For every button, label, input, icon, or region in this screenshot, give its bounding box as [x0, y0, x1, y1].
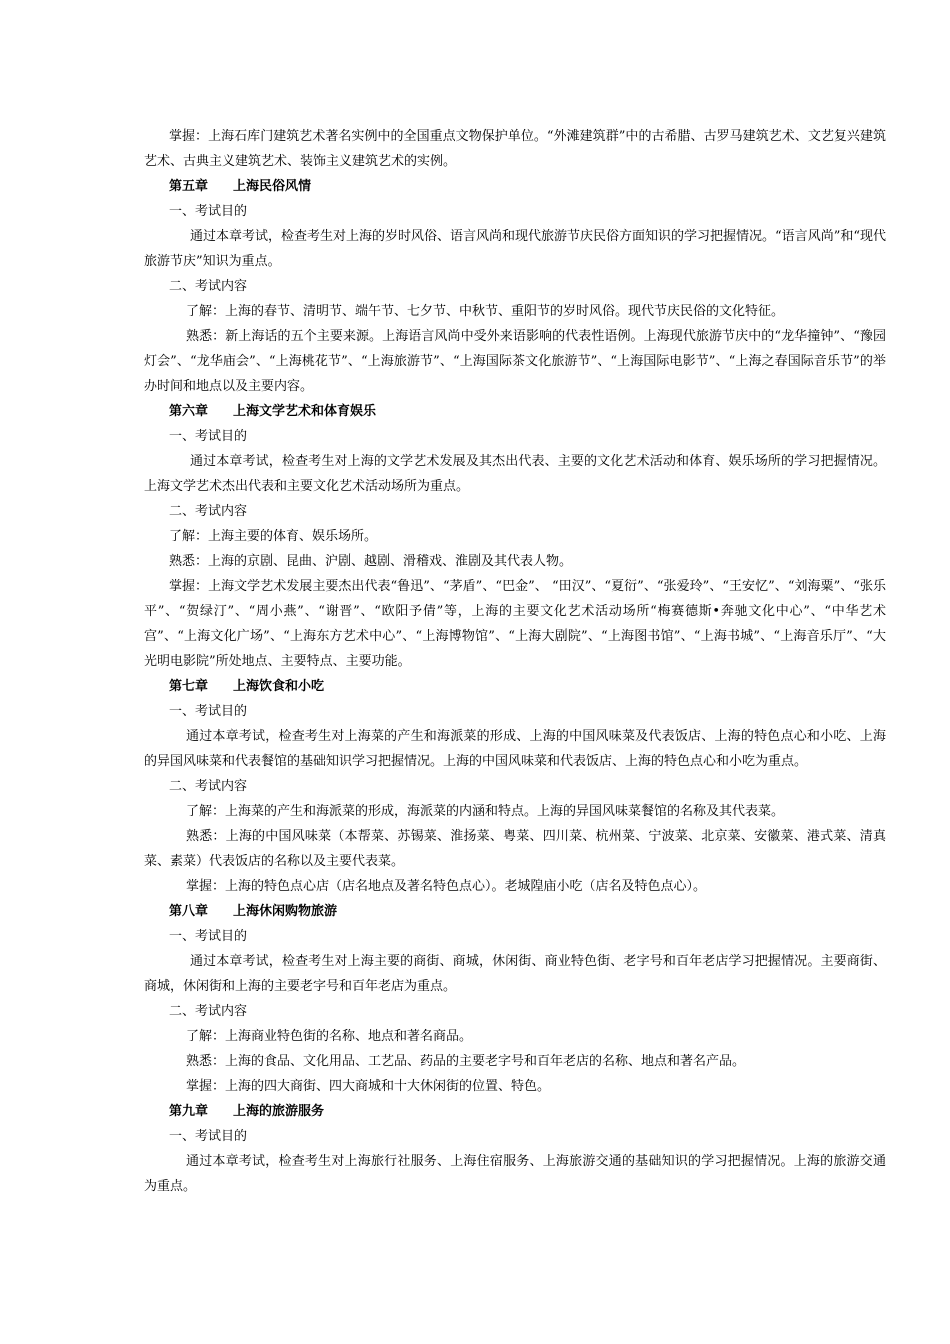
paragraph: 通过本章考试，检查考生对上海旅行社服务、上海住宿服务、上海旅游交通的基础知识的学习把握情况。上海的旅游交通为重点。 [144, 1154, 886, 1194]
document-body [144, 124, 886, 1199]
chapter-number: 第六章 [169, 404, 209, 419]
chapter-title: 上海的旅游服务 [233, 1104, 325, 1119]
paragraph: 熟悉：上海的京剧、昆曲、沪剧、越剧、滑稽戏、淮剧及其代表人物。 [169, 554, 573, 569]
paragraph: 熟悉：上海的食品、文化用品、工艺品、药品的主要老字号和百年老店的名称、地点和著名产品。 [186, 1054, 746, 1069]
chapter-number: 第五章 [169, 179, 209, 194]
paragraph: 掌握：上海石库门建筑艺术著名实例中的全国重点文物保护单位。“外滩建筑群”中的古希腊、古罗马建筑艺术、文艺复兴建筑艺术、古典主义建筑艺术、装饰主义建筑艺术的实例。 [144, 129, 886, 169]
section-label: 一、考试目的 [169, 929, 248, 944]
paragraph: 通过本章考试，检查考生对上海主要的商街、商城，休闲街、商业特色街、老字号和百年老店学习把握情况。主要商街、商城，休闲街和上海的主要老字号和百年老店为重点。 [144, 954, 886, 994]
chapter-title: 上海文学艺术和体育娱乐 [233, 404, 377, 419]
paragraph: 熟悉：新上海话的五个主要来源。上海语言风尚中受外来语影响的代表性语例。上海现代旅游节庆中的“龙华撞钟”、“豫园灯会”、“龙华庙会”、“上海桃花节”、“上海旅游节”、“上海国际茶文化旅游节”、“上海国际电影节”、“上海之春国际音乐节”的举办时间和地点以及主要内容。 [144, 329, 886, 394]
paragraph: 了解：上海主要的体育、娱乐场所。 [169, 529, 378, 544]
chapter-7-heading [144, 674, 886, 699]
paragraph: 了解：上海商业特色街的名称、地点和著名商品。 [186, 1029, 473, 1044]
chapter-number: 第七章 [169, 679, 209, 694]
section-label: 一、考试目的 [169, 704, 248, 719]
chapter-9-heading [144, 1099, 886, 1124]
section-label: 一、考试目的 [169, 1129, 248, 1144]
chapter-number: 第八章 [169, 904, 209, 919]
section-label: 二、考试内容 [169, 504, 248, 519]
section-label: 一、考试目的 [169, 204, 248, 219]
section-label: 二、考试内容 [169, 279, 248, 294]
chapter-6-heading [144, 399, 886, 424]
paragraph: 了解：上海的春节、清明节、端午节、七夕节、中秋节、重阳节的岁时风俗。现代节庆民俗的文化特征。 [186, 304, 785, 319]
chapter-title: 上海休闲购物旅游 [233, 904, 338, 919]
paragraph: 通过本章考试，检查考生对上海菜的产生和海派菜的形成、上海的中国风味菜及代表饭店、上海的特色点心和小吃、上海的异国风味菜和代表餐馆的基础知识学习把握情况。上海的中国风味菜和代表饭店、上海的特色点心和小吃为重点。 [144, 729, 886, 769]
paragraph: 通过本章考试，检查考生对上海的岁时风俗、语言风尚和现代旅游节庆民俗方面知识的学习把握情况。“语言风尚”和“现代旅游节庆”知识为重点。 [144, 229, 886, 269]
paragraph: 了解：上海菜的产生和海派菜的形成，海派菜的内涵和特点。上海的异国风味菜餐馆的名称及其代表菜。 [186, 804, 785, 819]
paragraph: 掌握：上海的特色点心店（店名地点及著名特色点心）。老城隍庙小吃（店名及特色点心）。 [186, 879, 707, 894]
chapter-title: 上海饮食和小吃 [233, 679, 325, 694]
section-label: 二、考试内容 [169, 779, 248, 794]
chapter-5-heading [144, 174, 886, 199]
chapter-title: 上海民俗风情 [233, 179, 312, 194]
section-label: 一、考试目的 [169, 429, 248, 444]
paragraph: 熟悉：上海的中国风味菜（本帮菜、苏锡菜、淮扬菜、粤菜、四川菜、杭州菜、宁波菜、北京菜、安徽菜、港式菜、清真菜、素菜）代表饭店的名称以及主要代表菜。 [144, 829, 886, 869]
paragraph: 通过本章考试，检查考生对上海的文学艺术发展及其杰出代表、主要的文化艺术活动和体育、娱乐场所的学习把握情况。上海文学艺术杰出代表和主要文化艺术活动场所为重点。 [144, 454, 886, 494]
chapter-number: 第九章 [169, 1104, 209, 1119]
section-label: 二、考试内容 [169, 1004, 248, 1019]
chapter-8-heading [144, 899, 886, 924]
paragraph: 掌握：上海文学艺术发展主要杰出代表“鲁迅”、“茅盾”、“巴金”、 “田汉”、“夏衍”、“张爱玲”、“王安忆”、“刘海粟”、“张乐平”、“贺绿汀”、“周小燕”、“谢晋”、“欧阳予倩”等，上海的主要文化艺术活动场所“梅赛德斯•奔驰文化中心”、“中华艺术宫”、“上海文化广场”、“上海东方艺术中心”、“上海博物馆”、“上海大剧院”、“上海图书馆”、“上海书城”、“上海音乐厅”、“大光明电影院”所处地点、主要特点、主要功能。 [144, 579, 886, 669]
paragraph: 掌握：上海的四大商街、四大商城和十大休闲街的位置、特色。 [186, 1079, 551, 1094]
